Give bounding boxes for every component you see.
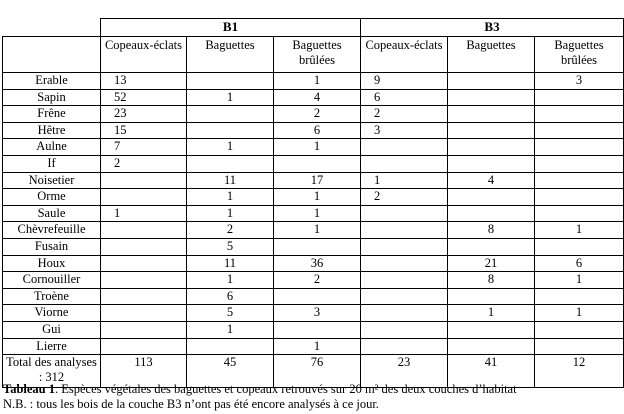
species-name: Noisetier — [3, 172, 101, 189]
count-cell: 1 — [187, 321, 274, 338]
count-cell — [187, 338, 274, 355]
corner-blank — [3, 19, 101, 37]
count-cell — [101, 189, 187, 206]
count-cell: 1 — [274, 205, 361, 222]
species-name: Gui — [3, 321, 101, 338]
count-cell — [535, 172, 624, 189]
table-row — [3, 222, 624, 239]
count-cell — [535, 238, 624, 255]
count-cell: 6 — [535, 255, 624, 272]
count-cell: 1 — [535, 272, 624, 289]
count-cell — [187, 106, 274, 123]
subheader-b1-baguettes: Baguettes — [187, 37, 274, 73]
count-cell — [361, 305, 448, 322]
count-cell: 1 — [274, 73, 361, 90]
count-cell: 8 — [448, 222, 535, 239]
count-cell: 1 — [187, 272, 274, 289]
species-name: Aulne — [3, 139, 101, 156]
count-cell — [101, 338, 187, 355]
total-cell: 45 — [187, 355, 274, 388]
count-cell — [448, 238, 535, 255]
total-label: Total des analyses : 312 — [3, 355, 101, 388]
count-cell: 3 — [361, 122, 448, 139]
count-cell: 1 — [274, 338, 361, 355]
table-row — [3, 122, 624, 139]
table-caption — [3, 382, 517, 411]
count-cell — [101, 172, 187, 189]
count-cell — [361, 238, 448, 255]
count-cell: 5 — [187, 238, 274, 255]
species-name: Sapin — [3, 89, 101, 106]
count-cell — [448, 139, 535, 156]
count-cell — [361, 272, 448, 289]
count-cell — [448, 189, 535, 206]
table-row — [3, 338, 624, 355]
subheader-b3-brulees: Baguettes brûlées — [535, 37, 624, 73]
count-cell: 11 — [187, 255, 274, 272]
subheader-blank — [3, 37, 101, 73]
species-name: Lierre — [3, 338, 101, 355]
count-cell — [535, 205, 624, 222]
count-cell — [448, 155, 535, 172]
count-cell: 1 — [274, 222, 361, 239]
count-cell: 6 — [274, 122, 361, 139]
subheader-b1-copeaux: Copeaux-éclats — [101, 37, 187, 73]
count-cell — [274, 155, 361, 172]
count-cell — [535, 89, 624, 106]
count-cell: 5 — [187, 305, 274, 322]
count-cell: 23 — [101, 106, 187, 123]
total-cell: 41 — [448, 355, 535, 388]
count-cell — [448, 89, 535, 106]
count-cell: 6 — [187, 288, 274, 305]
count-cell — [535, 189, 624, 206]
species-name: Frêne — [3, 106, 101, 123]
count-cell — [187, 155, 274, 172]
count-cell: 2 — [274, 272, 361, 289]
total-cell: 23 — [361, 355, 448, 388]
count-cell: 3 — [274, 305, 361, 322]
count-cell: 1 — [448, 305, 535, 322]
count-cell: 1 — [187, 205, 274, 222]
species-name: Troène — [3, 288, 101, 305]
count-cell: 1 — [274, 189, 361, 206]
species-name: Erable — [3, 73, 101, 90]
count-cell: 11 — [187, 172, 274, 189]
table-row — [3, 89, 624, 106]
count-cell: 1 — [274, 139, 361, 156]
count-cell — [448, 288, 535, 305]
count-cell: 1 — [101, 205, 187, 222]
table-row — [3, 73, 624, 90]
count-cell — [101, 321, 187, 338]
count-cell — [101, 222, 187, 239]
group-header-b3: B3 — [361, 19, 624, 37]
count-cell: 8 — [448, 272, 535, 289]
count-cell — [448, 338, 535, 355]
count-cell: 1 — [535, 305, 624, 322]
count-cell: 52 — [101, 89, 187, 106]
table-row — [3, 189, 624, 206]
count-cell — [448, 106, 535, 123]
count-cell — [361, 321, 448, 338]
count-cell: 2 — [361, 106, 448, 123]
table-row — [3, 255, 624, 272]
table-row — [3, 288, 624, 305]
subheader-b1-brulees: Baguettes brûlées — [274, 37, 361, 73]
count-cell: 1 — [535, 222, 624, 239]
count-cell — [101, 238, 187, 255]
count-cell — [448, 73, 535, 90]
count-cell — [535, 106, 624, 123]
table-row — [3, 272, 624, 289]
count-cell — [361, 255, 448, 272]
species-table — [2, 18, 624, 388]
count-cell — [101, 305, 187, 322]
table-row — [3, 155, 624, 172]
count-cell — [101, 255, 187, 272]
table-row — [3, 139, 624, 156]
species-name: If — [3, 155, 101, 172]
table-row — [3, 238, 624, 255]
count-cell: 1 — [187, 189, 274, 206]
count-cell — [448, 205, 535, 222]
count-cell — [274, 321, 361, 338]
count-cell — [535, 321, 624, 338]
count-cell — [361, 338, 448, 355]
count-cell — [535, 155, 624, 172]
count-cell — [187, 122, 274, 139]
caption-label: Tableau 1 — [3, 382, 55, 396]
count-cell — [448, 321, 535, 338]
count-cell — [535, 122, 624, 139]
count-cell — [274, 238, 361, 255]
count-cell — [274, 288, 361, 305]
caption-note: N.B. : tous les bois de la couche B3 n’ont pas été encore analysés à ce jour. — [3, 396, 379, 411]
count-cell: 2 — [101, 155, 187, 172]
table-row — [3, 321, 624, 338]
subheader-b3-copeaux: Copeaux-éclats — [361, 37, 448, 73]
count-cell — [361, 155, 448, 172]
count-cell: 2 — [361, 189, 448, 206]
count-cell — [361, 205, 448, 222]
count-cell: 6 — [361, 89, 448, 106]
count-cell — [448, 122, 535, 139]
count-cell: 1 — [361, 172, 448, 189]
count-cell: 21 — [448, 255, 535, 272]
table-row — [3, 106, 624, 123]
table-row — [3, 205, 624, 222]
count-cell: 1 — [187, 139, 274, 156]
species-name: Chèvrefeuille — [3, 222, 101, 239]
count-cell: 2 — [274, 106, 361, 123]
total-cell: 76 — [274, 355, 361, 388]
count-cell: 13 — [101, 73, 187, 90]
species-name: Viorne — [3, 305, 101, 322]
count-cell — [361, 222, 448, 239]
species-name: Saule — [3, 205, 101, 222]
species-name: Cornouiller — [3, 272, 101, 289]
count-cell: 36 — [274, 255, 361, 272]
count-cell: 17 — [274, 172, 361, 189]
count-cell — [535, 288, 624, 305]
group-header-b1: B1 — [101, 19, 361, 37]
count-cell — [361, 288, 448, 305]
count-cell — [535, 139, 624, 156]
count-cell — [361, 139, 448, 156]
count-cell: 7 — [101, 139, 187, 156]
total-cell: 12 — [535, 355, 624, 388]
species-name: Fusain — [3, 238, 101, 255]
count-cell — [101, 288, 187, 305]
count-cell — [535, 338, 624, 355]
subheader-b3-baguettes: Baguettes — [448, 37, 535, 73]
count-cell: 2 — [187, 222, 274, 239]
count-cell: 9 — [361, 73, 448, 90]
count-cell: 3 — [535, 73, 624, 90]
caption-text: . Espèces végétales des baguettes et copeaux retrouvés sur 20 m² des deux couches d’habitat — [55, 382, 517, 396]
table-row — [3, 305, 624, 322]
table-row — [3, 172, 624, 189]
species-name: Orme — [3, 189, 101, 206]
count-cell: 4 — [274, 89, 361, 106]
count-cell: 4 — [448, 172, 535, 189]
count-cell — [187, 73, 274, 90]
count-cell — [101, 272, 187, 289]
total-cell: 113 — [101, 355, 187, 388]
species-name: Houx — [3, 255, 101, 272]
count-cell: 1 — [187, 89, 274, 106]
species-name: Hêtre — [3, 122, 101, 139]
count-cell: 15 — [101, 122, 187, 139]
